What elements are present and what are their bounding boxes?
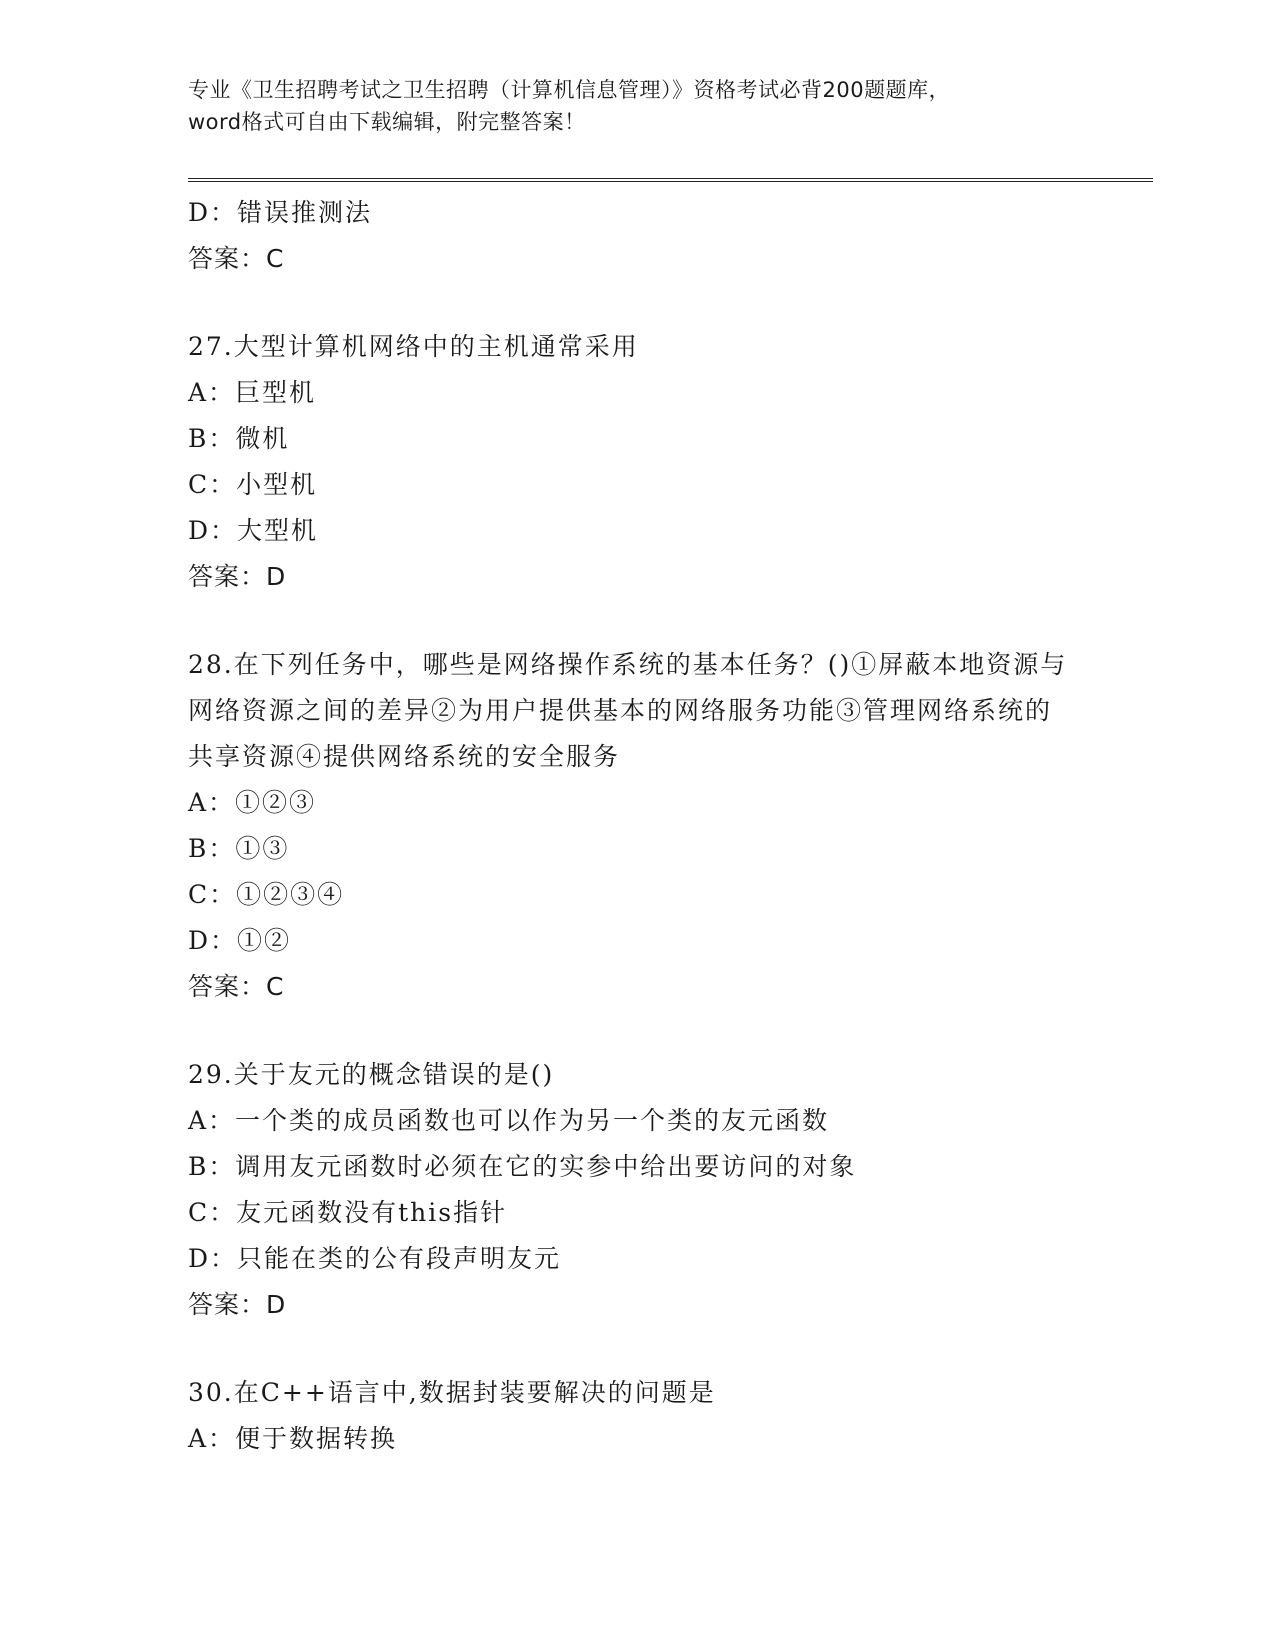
spacer [188, 1010, 1068, 1052]
option-a: A：便于数据转换 [188, 1424, 398, 1453]
question-text: 30.在C++语言中,数据封装要解决的问题是 [188, 1378, 716, 1407]
question-28 [188, 642, 1068, 1010]
option-d: D：只能在类的公有段声明友元 [188, 1244, 562, 1273]
answer: 答案：D [188, 562, 287, 591]
option-a: A：①②③ [188, 788, 317, 817]
option-d: D：①② [188, 926, 292, 955]
answer: 答案：D [188, 1290, 287, 1319]
header-divider [188, 178, 1153, 182]
document-header [188, 74, 1068, 138]
option-b: B：调用友元函数时必须在它的实参中给出要访问的对象 [188, 1152, 857, 1181]
spacer [188, 282, 1068, 324]
option-c: C：①②③④ [188, 880, 345, 909]
option-d: D：大型机 [188, 516, 319, 545]
header-line-1: 专业《卫生招聘考试之卫生招聘（计算机信息管理）》资格考试必背200题题库， [188, 78, 951, 102]
option-a: A：巨型机 [188, 378, 317, 407]
question-text: 28.在下列任务中，哪些是网络操作系统的基本任务？()①屏蔽本地资源与网络资源之间的差异②为用户提供基本的网络服务功能③管理网络系统的共享资源④提供网络系统的安全服务 [188, 650, 1068, 771]
spacer [188, 1328, 1068, 1370]
option-c: C：小型机 [188, 470, 318, 499]
answer: 答案：C [188, 244, 285, 273]
option-a: A：一个类的成员函数也可以作为另一个类的友元函数 [188, 1106, 830, 1135]
question-30 [188, 1370, 1068, 1462]
option-d: D：错误推测法 [188, 198, 373, 227]
question-29 [188, 1052, 1068, 1328]
document-body [188, 190, 1068, 1462]
option-b: B：微机 [188, 424, 290, 453]
spacer [188, 600, 1068, 642]
option-b: B：①③ [188, 834, 290, 863]
option-c: C：友元函数没有this指针 [188, 1198, 508, 1227]
question-text: 29.关于友元的概念错误的是() [188, 1060, 555, 1089]
header-line-2: word格式可自由下载编辑，附完整答案！ [188, 110, 586, 134]
question-text: 27.大型计算机网络中的主机通常采用 [188, 332, 639, 361]
question-27 [188, 324, 1068, 600]
question-26-tail [188, 190, 1068, 282]
answer: 答案：C [188, 972, 285, 1001]
